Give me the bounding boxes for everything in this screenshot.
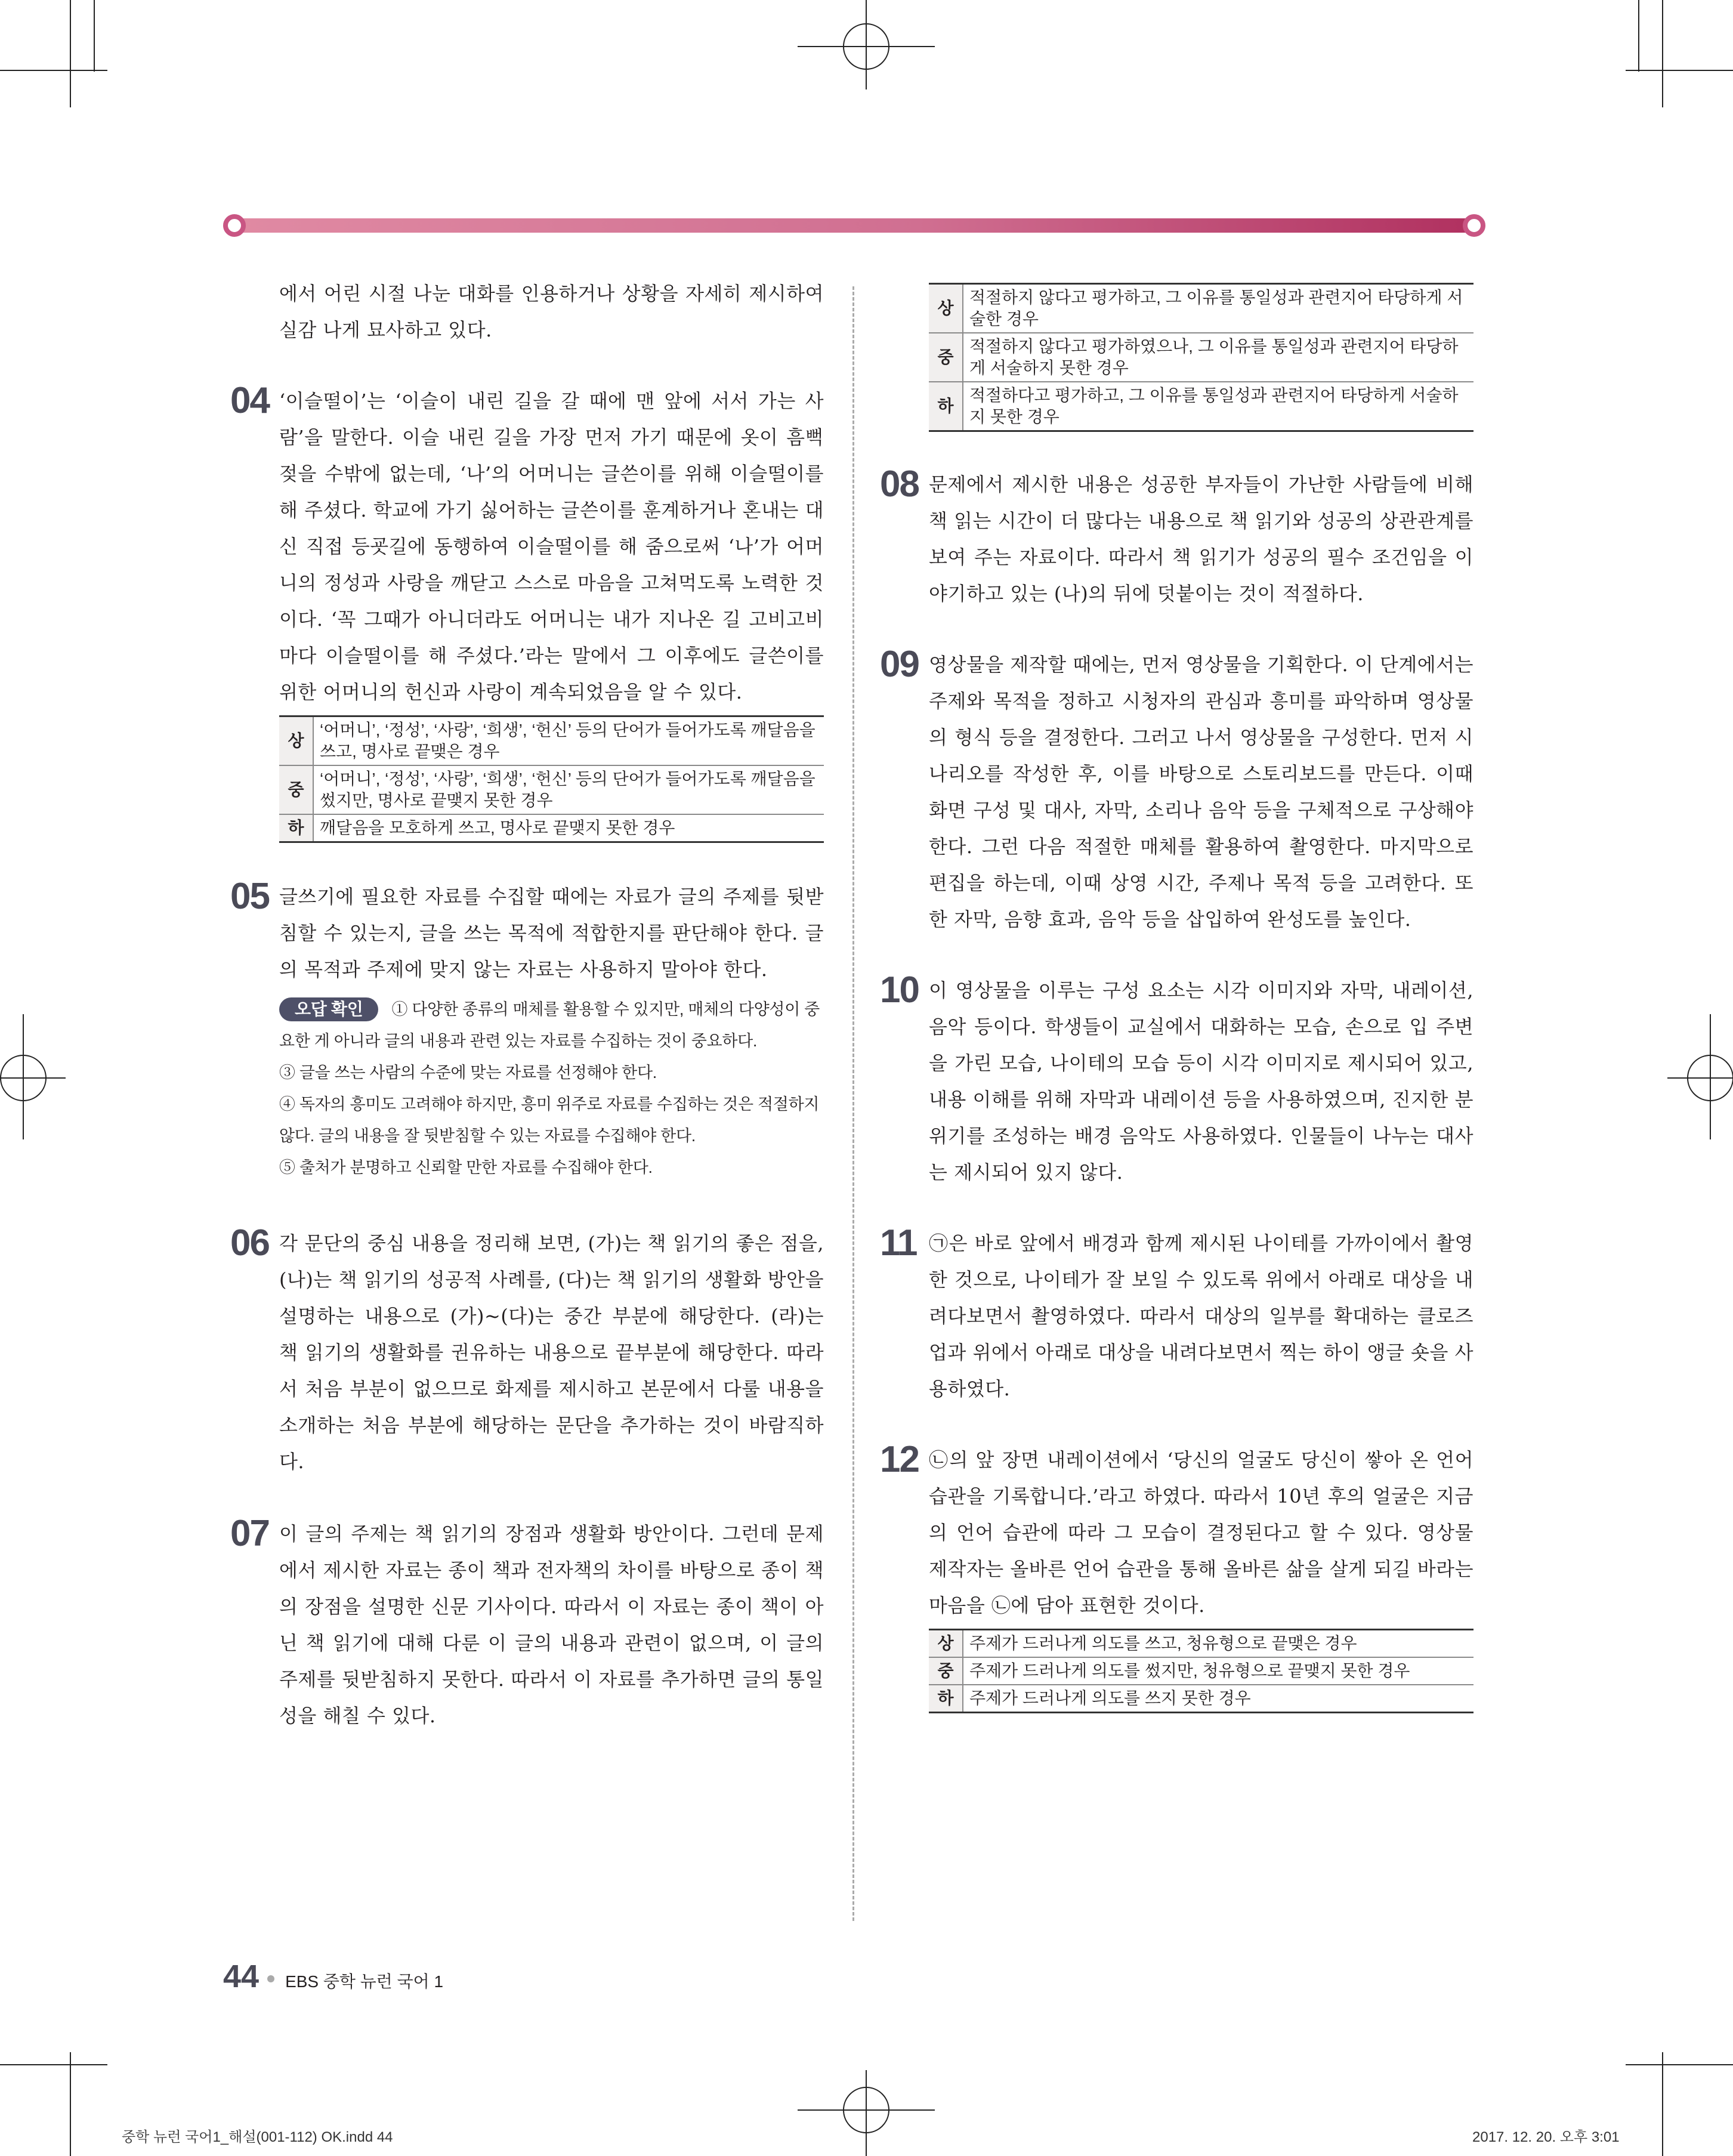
- answer-07: [230, 1513, 824, 1734]
- rubric-row: 중 ‘어머니’, ‘정성’, ‘사랑’, ‘희생’, ‘헌신’ 등의 단어가 들어가도록 깨달음을 썼지만, 명사로 끝맺지 못한 경우: [279, 765, 824, 814]
- rubric-row: 하 적절하다고 평가하고, 그 이유를 통일성과 관련지어 타당하게 서술하지 못한 경우: [929, 382, 1473, 431]
- left-column: [230, 276, 824, 1734]
- answer-05: [230, 876, 824, 1184]
- footer-bullet-icon: [267, 1975, 274, 1982]
- question-number: 08: [880, 464, 919, 505]
- answer-text: ㉡의 앞 장면 내레이션에서 ‘당신의 얼굴도 당신이 쌓아 온 언어 습관을 기록합니다.’라고 하였다. 따라서 10년 후의 얼굴은 지금의 언어 습관에 따라 그 모습이 결정된다고 할 수 있다. 영상물 제작자는 올바른 언어 습관을 통해 올바른 삶을 살게 되길 바라는 마음을 ㉡에 담아 표현한 것이다.: [929, 1448, 1473, 1617]
- rubric-row: 상 적절하지 않다고 평가하고, 그 이유를 통일성과 관련지어 타당하게 서술한 경우: [929, 284, 1473, 333]
- answer-text: 이 글의 주제는 책 읽기의 장점과 생활화 방안이다. 그런데 문제에서 제시한 자료는 종이 책과 전자책의 차이를 바탕으로 종이 책의 장점을 설명한 신문 기사이다. 따라서 이 자료는 종이 책이 아닌 책 읽기에 대해 다룬 이 글의 내용과 관련이 없으며, 이 글의 주제를 뒷받침하지 못한다. 따라서 이 자료를 추가하면 글의 통일성을 해칠 수 있다.: [279, 1522, 824, 1727]
- answer-text: 각 문단의 중심 내용을 정리해 보면, (가)는 책 읽기의 좋은 점을, (나)는 책 읽기의 성공적 사례를, (다)는 책 읽기의 생활화 방안을 설명하는 내용으로 (가)~(다)는 중간 부분에 해당한다. (라)는 책 읽기의 생활화를 권유하는 내용으로 끝부분에 해당한다. 따라서 처음 부분이 없으므로 화제를 제시하고 본문에서 다룰 내용을 소개하는 처음 부분에 해당하는 문단을 추가하는 것이 바람직하다.: [279, 1232, 824, 1473]
- question-number: 09: [880, 644, 919, 685]
- answer-text: 영상물을 제작할 때에는, 먼저 영상물을 기획한다. 이 단계에서는 주제와 목적을 정하고 시청자의 관심과 흥미를 파악하며 영상물의 형식 등을 결정한다. 그러고 나서 영상물을 구성한다. 먼저 시나리오를 작성한 후, 이를 바탕으로 스토리보드를 만든다. 이때 화면 구성 및 대사, 자막, 소리나 음악 등을 구체적으로 구상해야 한다. 그런 다음 적절한 매체를 활용하여 촬영한다. 마지막으로 편집을 하는데, 이때 상영 시간, 주제나 목적 등을 고려한다. 또한 자막, 음향 효과, 음악 등을 삽입하여 완성도를 높인다.: [929, 653, 1473, 931]
- answer-text: ㉠은 바로 앞에서 배경과 함께 제시된 나이테를 가까이에서 촬영한 것으로, 나이테가 잘 보일 수 있도록 위에서 아래로 대상을 내려다보면서 촬영하였다. 따라서 대상의 일부를 확대하는 클로즈업과 위에서 아래로 대상을 내려다보면서 찍는 하이 앵글 숏을 사용하였다.: [929, 1232, 1473, 1400]
- scoring-rubric-04: [279, 715, 824, 843]
- right-column: [880, 283, 1473, 1713]
- rubric-row: 하 깨달음을 모호하게 쓰고, 명사로 끝맺지 못한 경우: [279, 814, 824, 842]
- scoring-rubric-07: [929, 283, 1473, 432]
- book-title: EBS 중학 뉴런 국어 1: [285, 1972, 444, 1991]
- answer-text: 문제에서 제시한 내용은 성공한 부자들이 가난한 사람들에 비해 책 읽는 시간이 더 많다는 내용으로 책 읽기와 성공의 상관관계를 보여 주는 자료이다. 따라서 책 읽기가 성공의 필수 조건임을 이야기하고 있는 (나)의 뒤에 덧붙이는 것이 적절하다.: [929, 473, 1473, 605]
- rubric-row: 상 ‘어머니’, ‘정성’, ‘사랑’, ‘희생’, ‘헌신’ 등의 단어가 들어가도록 깨달음을 쓰고, 명사로 끝맺은 경우: [279, 716, 824, 766]
- wrong-answer-notes: 오답 확인 ① 다양한 종류의 매체를 활용할 수 있지만, 매체의 다양성이 중요한 게 아니라 글의 내용과 관련 있는 자료를 수집하는 것이 중요하다. ③ 글을 쓰는 사람의 수준에 맞는 자료를 선정해야 한다. ④ 독자의 흥미도 고려해야 하지만, 흥미 위주로 자료를 수집하는 것은 적절하지 않다. 글의 내용을 잘 뒷받침할 수 있는 자료를 수집해야 한다. ⑤ 출처가 분명하고 신뢰할 만한 자료를 수집해야 한다.: [279, 994, 824, 1184]
- question-number: 05: [230, 876, 269, 917]
- header-bar: [233, 218, 1481, 233]
- rubric-row: 중 주제가 드러나게 의도를 썼지만, 청유형으로 끝맺지 못한 경우: [929, 1657, 1473, 1685]
- question-number: 10: [880, 969, 919, 1011]
- rubric-row: 상 주제가 드러나게 의도를 쓰고, 청유형으로 끝맺은 경우: [929, 1630, 1473, 1658]
- question-number: 11: [880, 1222, 917, 1264]
- answer-text: 글쓰기에 필요한 자료를 수집할 때에는 자료가 글의 주제를 뒷받침할 수 있는지, 글을 쓰는 목적에 적합한지를 판단해야 한다. 글의 목적과 주제에 맞지 않는 자료는 사용하지 말아야 한다.: [279, 885, 824, 981]
- scoring-rubric-12: [929, 1629, 1473, 1713]
- answer-text: ‘이슬떨이’는 ‘이슬이 내린 길을 갈 때에 맨 앞에 서서 가는 사람’을 말한다. 이슬 내린 길을 가장 먼저 가기 때문에 옷이 흠뻑 젖을 수밖에 없는데, ‘나’의 어머니는 글쓴이를 위해 이슬떨이를 해 주셨다. 학교에 가기 싫어하는 글쓴이를 훈계하거나 혼내는 대신 직접 등굣길에 동행하여 이슬떨이를 해 줌으로써 ‘나’가 어머니의 정성과 사랑을 깨닫고 스스로 마음을 고쳐먹도록 노력한 것이다. ‘꼭 그때가 아니더라도 어머니는 내가 지나온 길 고비고비마다 이슬떨이를 해 주셨다.’라는 말에서 그 이후에도 글쓴이를 위한 어머니의 헌신과 사랑이 계속되었음을 알 수 있다.: [279, 390, 824, 703]
- answer-08: [880, 464, 1473, 612]
- answer-12: [880, 1439, 1473, 1713]
- page-number: 44: [223, 1959, 260, 1994]
- answer-06: [230, 1222, 824, 1480]
- header-bar-right-dot: [1463, 214, 1485, 237]
- continued-paragraph: 에서 어린 시절 나눈 대화를 인용하거나 상황을 자세히 제시하여 실감 나게 묘사하고 있다.: [279, 282, 824, 341]
- question-number: 12: [880, 1439, 919, 1480]
- answer-10: [880, 969, 1473, 1191]
- answer-text: 이 영상물을 이루는 구성 요소는 시각 이미지와 자막, 내레이션, 음악 등이다. 학생들이 교실에서 대화하는 모습, 손으로 입 주변을 가린 모습, 나이테의 모습 등이 시각 이미지로 제시되어 있고, 내용 이해를 위해 자막과 내레이션 등을 사용하였으며, 진지한 분위기를 조성하는 배경 음악도 사용하였다. 인물들이 나누는 대사는 제시되어 있지 않다.: [929, 979, 1473, 1184]
- column-separator: [852, 286, 854, 1921]
- page-footer: [223, 1958, 443, 1995]
- header-bar-left-dot: [223, 214, 246, 237]
- answer-11: [880, 1222, 1473, 1407]
- rubric-row: 중 적절하지 않다고 평가하였으나, 그 이유를 통일성과 관련지어 타당하게 서술하지 못한 경우: [929, 333, 1473, 382]
- question-number: 06: [230, 1222, 269, 1264]
- rubric-row: 하 주제가 드러나게 의도를 쓰지 못한 경우: [929, 1685, 1473, 1713]
- question-number: 07: [230, 1513, 269, 1554]
- answer-09: [880, 644, 1473, 938]
- answer-04: [230, 380, 824, 843]
- print-slug-file: 중학 뉴런 국어1_해설(001-112) OK.indd 44: [122, 2129, 393, 2145]
- question-number: 04: [230, 380, 269, 421]
- print-slug-date: 2017. 12. 20. 오후 3:01: [1472, 2129, 1620, 2145]
- wrong-answer-badge: 오답 확인: [279, 997, 378, 1021]
